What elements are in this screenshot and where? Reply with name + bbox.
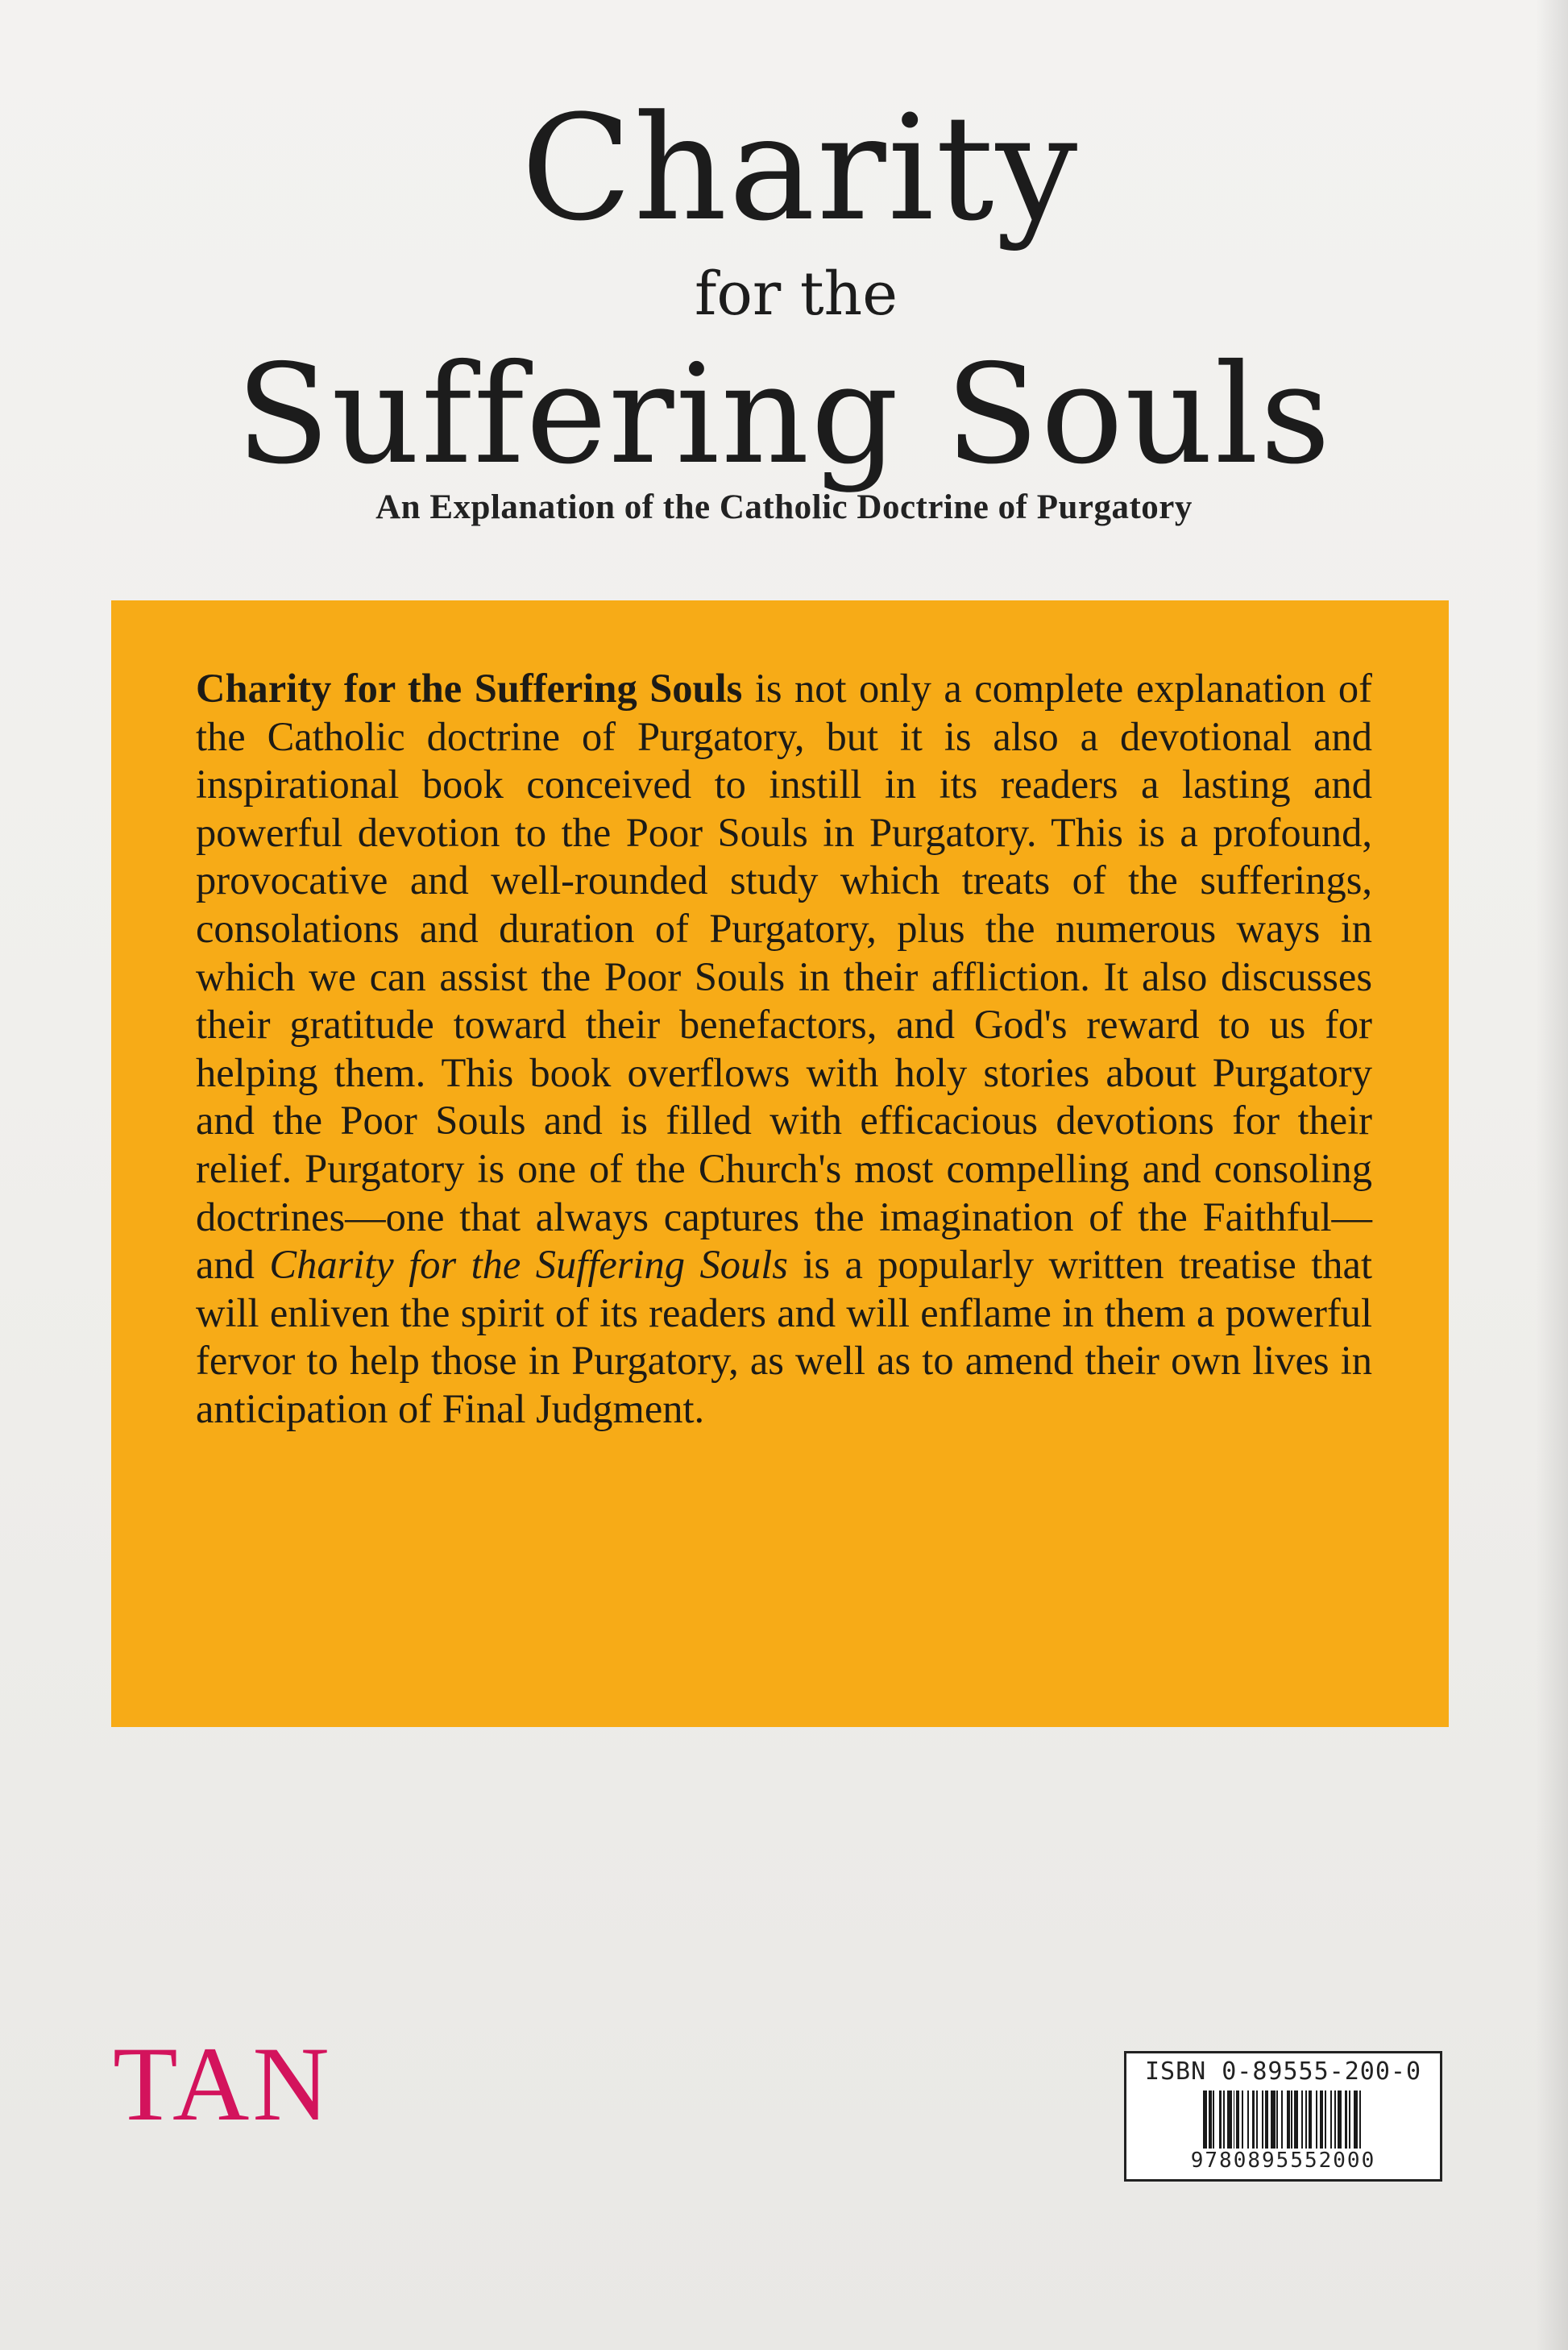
barcode-bars: [1135, 2091, 1432, 2149]
blurb-part-1: is not only a complete explanation of the Catholic doctrine of Purgatory, but it is also a devotional and inspirational book conceived to instill in its readers a lasting and powerful devotion to the Poor Souls in Purgatory. This is a profound, provocative and well-rounded study which treats of the sufferings, consolations and duration of Purgatory, plus the numerous ways in which we can assist the Poor Souls in their affliction. It also discusses their gratitude toward their benefactors, and God's reward to us for helping them. This book overflows with holy stories about Purgatory and the Poor Souls and is filled with efficacious devotions for their relief. Purgatory is one of the Church's most compelling and consoling doctrines—one that always captures the imagination of the Faithful—and: [196, 666, 1372, 1288]
title-line-charity: Charity: [521, 85, 1080, 253]
blurb-bold-title: Charity for the Suffering Souls: [196, 666, 743, 711]
blurb-text: [196, 665, 1372, 1434]
book-title: [0, 85, 1568, 495]
title-line-suffering-souls: Suffering Souls: [235, 335, 1333, 495]
isbn-label: ISBN 0-89555-200-0: [1144, 2057, 1422, 2086]
edge-shadow: [1536, 0, 1568, 2350]
blurb-italic-title: Charity for the Suffering Souls: [269, 1242, 788, 1288]
publisher-logo: TAN: [113, 2024, 333, 2143]
title-line-for-the: for the: [694, 259, 898, 329]
isbn-barcode: [1124, 2051, 1442, 2182]
blurb-part-2: is a popularly written treatise that will enliven the spirit of its readers and will enflame in them a powerful fervor to help those in Purgatory, as well as to amend their own lives in anticipation of Final Judgment.: [196, 1242, 1372, 1431]
blurb-panel: [111, 600, 1449, 1727]
barcode-digits: 9780895552000: [1190, 2149, 1376, 2173]
book-subtitle: An Explanation of the Catholic Doctrine of Purgatory: [375, 488, 1193, 526]
barcode-bar: [1361, 2091, 1364, 2149]
